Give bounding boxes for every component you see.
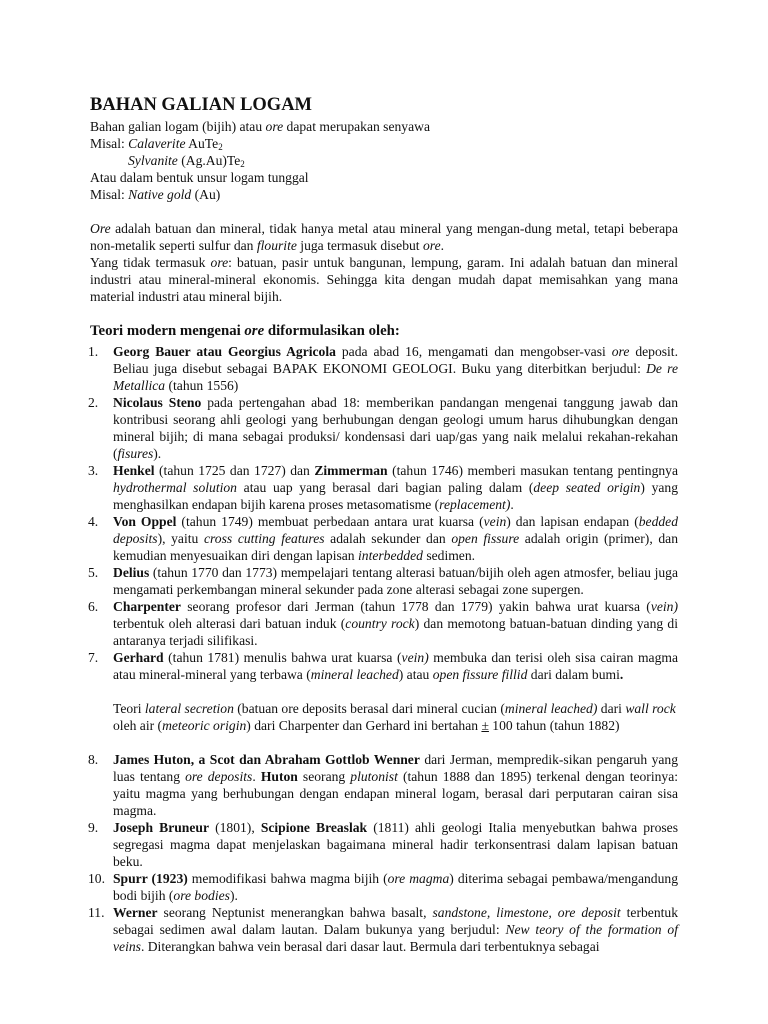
list-item: 2. Nicolaus Steno pada pertengahan abad 18: memberikan pandangan mengenai tanggung jawab dan kontribusi seorang ahli geologi yang berhubungan dengan geologi umum harus dihubungkan dengan mineral bijih; di mana sebagai produksi/ kondensasi dari uap/gas yang naik melalui rekahan-rekahan (fisures). <box>88 395 678 461</box>
list-number: 6. <box>88 599 99 614</box>
list-number: 3. <box>88 463 99 478</box>
list-number: 1. <box>88 344 99 359</box>
list-number: 8. <box>88 752 99 767</box>
list-item: 6. Charpenter seorang profesor dari Jerman (tahun 1778 dan 1779) yakin bahwa urat kuarsa (vein) terbentuk oleh alterasi dari batuan induk (country rock) dan memotong batuan-batuan dinding yang di antaranya terjadi silifikasi. <box>88 599 678 648</box>
list-number: 7. <box>88 650 99 665</box>
page-title: BAHAN GALIAN LOGAM <box>90 95 313 115</box>
list-number: 2. <box>88 395 99 410</box>
list-item: 10. Spurr (1923) memodifikasi bahwa magma bijih (ore magma) diterima sebagai pembawa/mengandung bodi bijih (ore bodies). <box>88 871 678 903</box>
list-item: 1. Georg Bauer atau Georgius Agricola pada abad 16, mengamati dan mengobser-vasi ore deposit. Beliau juga disebut sebagai BAPAK EKONOMI GEOLOGI. Buku yang diterbitkan berjudul: De re Metallica (tahun 1556) <box>88 344 678 393</box>
section-heading: Teori modern mengenai ore diformulasikan oleh: <box>90 323 400 339</box>
list-number: 5. <box>88 565 99 580</box>
list-item: 5. Delius (tahun 1770 dan 1773) mempelajari tentang alterasi batuan/bijih oleh agen atmosfer, beliau juga mengamati perkembangan mineral sekunder pada zone alterasi sebagai zone supergen. <box>88 565 678 597</box>
list-number: 10. <box>88 871 105 886</box>
paragraph-non-ore: Yang tidak termasuk ore: batuan, pasir untuk bangunan, lempung, garam. Ini adalah batuan dan mineral industri atau mineral-mineral ekonomis. Sehingga kita dengan mudah dapat memisahkan yang mana material industri atau mineral bijih. <box>90 255 678 304</box>
intro-line-4: Atau dalam bentuk unsur logam tunggal <box>90 170 309 185</box>
intro-line-3: Sylvanite $(Ag.Au)Te_2$ <box>128 153 245 169</box>
intro-line-1: Bahan galian logam (bijih) atau ore dapat merupakan senyawa <box>90 119 430 134</box>
list-item: 4. Von Oppel (tahun 1749) membuat perbedaan antara urat kuarsa (vein) dan lapisan endapan (bedded deposits), yaitu cross cutting features adalah sekunder dan open fissure adalah origin (primer), dan kemudian menyesuaikan diri dengan lapisan interbedded sedimen. <box>88 514 679 563</box>
lateral-secretion-note: Teori lateral secretion (batuan ore deposits berasal dari mineral cucian (mineral leached) dari wall rock oleh air (meteoric origin) dari Charpenter dan Gerhard ini bertahan ± 100 tahun (tahun 1882) <box>113 701 676 733</box>
list-item: 11. Werner seorang Neptunist menerangkan bahwa basalt, sandstone, limestone, ore deposit terbentuk sebagai sedimen awal dalam lautan. Dalam bukunya yang berjudul: New teory of the formation of veins. Diterangkan bahwa vein berasal dari dasar laut. Bermula dari terbentuknya sebagai <box>88 905 678 954</box>
paragraph-ore-definition: Ore adalah batuan dan mineral, tidak hanya metal atau mineral yang mengan-dung metal, tetapi beberapa non-metalik seperti sulfur dan flourite juga termasuk disebut ore. <box>90 221 678 253</box>
intro-line-5: Misal: Native gold (Au) <box>90 187 221 202</box>
list-number: 4. <box>88 514 99 529</box>
list-number: 11. <box>88 905 105 920</box>
list-item: 3. Henkel (tahun 1725 dan 1727) dan Zimmerman (tahun 1746) memberi masukan tentang pentingnya hydrothermal solution atau uap yang berasal dari bagian paling dalam (deep seated origin) yang menghasilkan endapan bijih karena proses metasomatisme (replacement). <box>88 463 678 512</box>
list-number: 9. <box>88 820 99 835</box>
document-page <box>90 94 678 955</box>
plus-minus-symbol: ± <box>481 718 489 733</box>
list-item: 8. James Huton, a Scot dan Abraham Gottlob Wenner dari Jerman, mempredik-sikan pengaruh yang luas tentang ore deposits. Huton seorang plutonist (tahun 1888 dan 1895) terkenal dengan teorinya: yaitu magma yang berhubungan dengan endapan mineral logam, berasal dari perputaran cairan sisa magma. <box>88 752 679 818</box>
intro-line-2: Misal: Calaverite AuTe$_2$ <box>90 136 223 152</box>
list-item: 9. Joseph Bruneur (1801), Scipione Breaslak (1811) ahli geologi Italia menyebutkan bahwa proses segregasi magma dapat menjelaskan bagaimana mineral hadir terkonsentrasi dalam lapisan batuan beku. <box>88 820 678 869</box>
list-item: 7. Gerhard (tahun 1781) menulis bahwa urat kuarsa (vein) membuka dan terisi oleh sisa cairan magma atau mineral-mineral yang terbawa (mineral leached) atau open fissure fillid dari dalam bumi. <box>88 650 678 682</box>
